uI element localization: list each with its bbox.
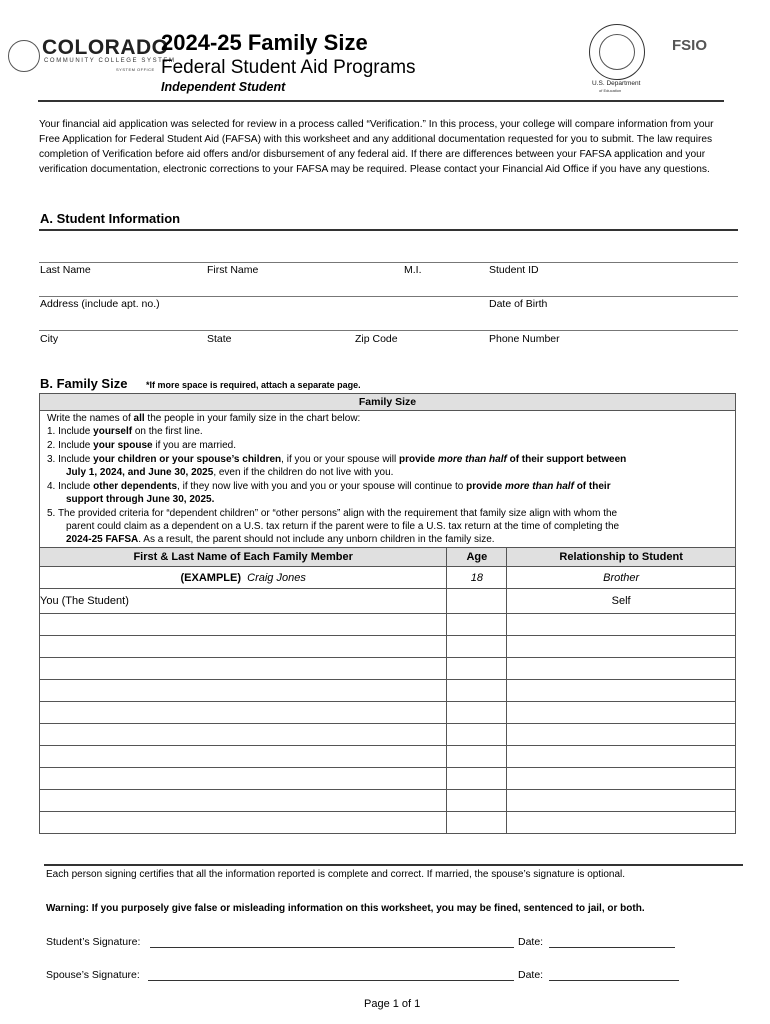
signature-section-rule	[44, 864, 743, 866]
section-b-note: *If more space is required, attach a separate page.	[146, 380, 361, 390]
instruction-4-line-2: support through June 30, 2025.	[66, 494, 215, 505]
student-row	[40, 589, 736, 614]
instruction-5-line-2: parent could claim as a dependent on a U.S. tax return if the parent were to file a U.S. tax return at the time of completing the	[66, 521, 620, 532]
spouse-date-label: Date:	[518, 969, 544, 981]
city-row-line[interactable]	[39, 330, 738, 331]
student-date-label: Date:	[518, 936, 544, 948]
table-header-row	[40, 548, 736, 567]
form-title: 2024-25 Family Size	[161, 30, 368, 55]
member-name-cell[interactable]	[40, 702, 447, 724]
table-row[interactable]	[40, 680, 736, 702]
college-logo-subtitle: COMMUNITY COLLEGE SYSTEM	[44, 58, 176, 64]
member-name-cell[interactable]	[40, 658, 447, 680]
section-a-title: A. Student Information	[40, 211, 181, 226]
table-row[interactable]	[40, 746, 736, 768]
spouse-signature-label: Spouse’s Signature:	[46, 969, 140, 981]
instruction-1: 1. Include yourself on the first line.	[47, 426, 203, 437]
example-name-cell: (EXAMPLE) Craig Jones	[40, 567, 447, 589]
example-relationship-cell: Brother	[507, 567, 736, 589]
table-row[interactable]	[40, 790, 736, 812]
member-relationship-cell[interactable]	[507, 636, 736, 658]
instruction-3-line-2: July 1, 2024, and June 30, 2025, even if the children do not live with you.	[66, 467, 394, 478]
section-a-rule	[39, 229, 738, 231]
student-name-cell: You (The Student)	[40, 589, 447, 614]
spouse-signature-line[interactable]	[148, 980, 514, 981]
section-b-title: B. Family Size	[40, 376, 128, 391]
instruction-2: 2. Include your spouse if you are married.	[47, 440, 236, 451]
instruction-4: 4. Include other dependents, if they now live with you and you or your spouse will continue to provide more than half of their	[47, 481, 611, 492]
address-row-line[interactable]	[39, 296, 738, 297]
state-label: State	[207, 333, 232, 345]
student-date-line[interactable]	[549, 947, 675, 948]
member-relationship-cell[interactable]	[507, 614, 736, 636]
member-relationship-cell[interactable]	[507, 768, 736, 790]
member-name-cell[interactable]	[40, 724, 447, 746]
member-name-cell[interactable]	[40, 790, 447, 812]
member-relationship-cell[interactable]	[507, 680, 736, 702]
example-row	[40, 567, 736, 589]
member-age-cell[interactable]	[447, 812, 507, 834]
form-code: FSIO	[672, 37, 708, 54]
seal-caption-2: of Education	[599, 88, 622, 93]
instruction-5-line-3: 2024-25 FAFSA. As a result, the parent should not include any unborn children in the family size.	[66, 534, 495, 545]
intro-paragraph: Your financial aid application was selected for review in a process called “Verification.” In this process, your college will compare information from your Free Application for Federal Student Aid (FAFSA) with this worksheet and any additional documentation requested for you to submit. The law requires completion of Verification before aid offers and/or disbursement of any federal aid. If there are differences between your FAFSA application and your verification documentation, electronic corrections to your FAFSA may be required. Please contact your Financial Aid Office if you have any questions.	[39, 119, 714, 175]
seal-inner-ring	[599, 34, 635, 70]
phone-label: Phone Number	[489, 333, 560, 345]
name-row-line[interactable]	[39, 262, 738, 263]
column-header-age: Age	[447, 548, 507, 567]
college-logo-emblem	[8, 40, 40, 72]
member-age-cell[interactable]	[447, 768, 507, 790]
member-age-cell[interactable]	[447, 636, 507, 658]
member-name-cell[interactable]	[40, 812, 447, 834]
instructions-lead: Write the names of all the people in your family size in the chart below:	[47, 413, 361, 424]
table-row[interactable]	[40, 614, 736, 636]
instruction-5: 5. The provided criteria for “dependent children” or “other persons” align with the requirement that family size align with whom the	[47, 508, 618, 519]
city-label: City	[40, 333, 59, 345]
member-relationship-cell[interactable]	[507, 812, 736, 834]
header-divider	[38, 100, 724, 102]
member-relationship-cell[interactable]	[507, 746, 736, 768]
table-row[interactable]	[40, 658, 736, 680]
table-row[interactable]	[40, 812, 736, 834]
member-age-cell[interactable]	[447, 746, 507, 768]
member-name-cell[interactable]	[40, 768, 447, 790]
student-id-label: Student ID	[489, 264, 539, 276]
dob-label: Date of Birth	[489, 298, 548, 310]
student-age-cell[interactable]	[447, 589, 507, 614]
college-logo-wordmark: COLORADO	[42, 36, 169, 59]
member-name-cell[interactable]	[40, 636, 447, 658]
first-name-label: First Name	[207, 264, 259, 276]
member-age-cell[interactable]	[447, 658, 507, 680]
last-name-label: Last Name	[40, 264, 91, 276]
member-relationship-cell[interactable]	[507, 790, 736, 812]
certification-statement: Each person signing certifies that all the information reported is complete and correct. If married, the spouse’s signature is optional.	[46, 869, 626, 880]
student-relationship-cell: Self	[507, 589, 736, 614]
family-size-header: Family Size	[40, 394, 735, 411]
example-age-cell: 18	[447, 567, 507, 589]
member-age-cell[interactable]	[447, 680, 507, 702]
column-header-name: First & Last Name of Each Family Member	[40, 548, 447, 567]
column-header-relationship: Relationship to Student	[507, 548, 736, 567]
table-row[interactable]	[40, 768, 736, 790]
table-row[interactable]	[40, 636, 736, 658]
spouse-date-line[interactable]	[549, 980, 679, 981]
form-audience: Independent Student	[161, 80, 286, 94]
member-age-cell[interactable]	[447, 702, 507, 724]
warning-statement: Warning: If you purposely give false or misleading information on this worksheet, you may be fined, sentenced to jail, or both.	[46, 903, 645, 914]
family-members-table	[39, 547, 736, 834]
member-relationship-cell[interactable]	[507, 702, 736, 724]
member-name-cell[interactable]	[40, 614, 447, 636]
member-age-cell[interactable]	[447, 724, 507, 746]
student-signature-line[interactable]	[150, 947, 514, 948]
member-name-cell[interactable]	[40, 680, 447, 702]
member-age-cell[interactable]	[447, 614, 507, 636]
member-relationship-cell[interactable]	[507, 658, 736, 680]
seal-caption: U.S. Department	[592, 80, 641, 87]
member-age-cell[interactable]	[447, 790, 507, 812]
college-logo-subtitle-2: SYSTEM OFFICE	[116, 67, 155, 72]
table-row[interactable]	[40, 702, 736, 724]
member-relationship-cell[interactable]	[507, 724, 736, 746]
form-subtitle: Federal Student Aid Programs	[161, 57, 416, 78]
page-number: Page 1 of 1	[364, 998, 421, 1010]
middle-initial-label: M.I.	[404, 264, 422, 276]
table-row[interactable]	[40, 724, 736, 746]
student-signature-label: Student’s Signature:	[46, 936, 141, 948]
address-label: Address (include apt. no.)	[40, 298, 160, 310]
member-name-cell[interactable]	[40, 746, 447, 768]
instruction-3: 3. Include your children or your spouse’s children, if you or your spouse will provide more than half of their support between	[47, 454, 627, 465]
zip-label: Zip Code	[355, 333, 398, 345]
